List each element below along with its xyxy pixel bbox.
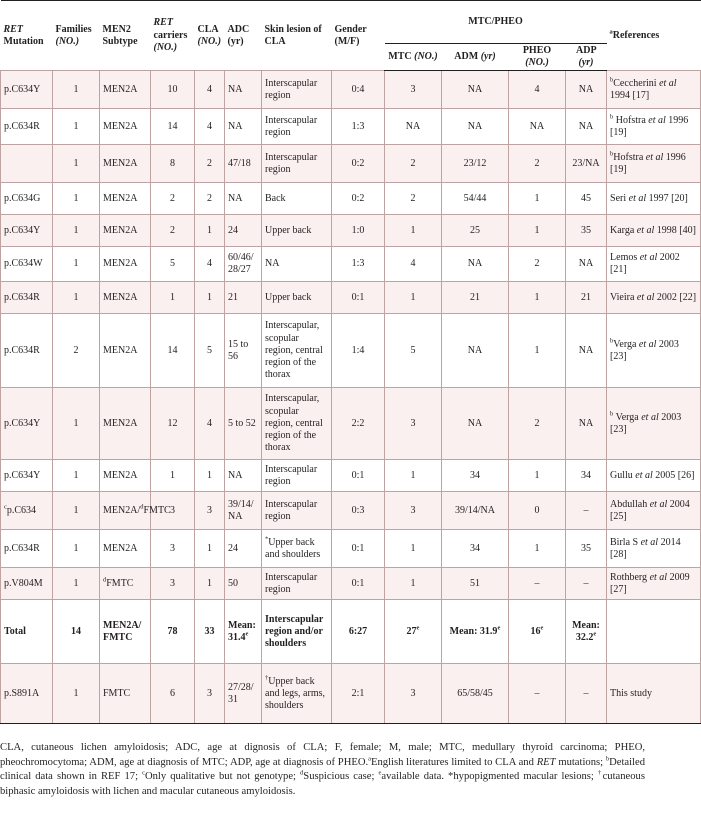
reference-cell <box>607 600 701 664</box>
mutation-cell: Total <box>1 600 53 664</box>
table-row <box>1 145 701 183</box>
adm-cell: NA <box>442 314 509 388</box>
adc-cell: NA <box>225 109 262 145</box>
reference-cell: Vieira et al 2002 [22] <box>607 282 701 314</box>
mutation-cell: p.C634Y <box>1 460 53 492</box>
families-cell: 1 <box>53 71 100 109</box>
subtype-cell: MEN2A <box>100 460 151 492</box>
header-adc: ADC (yr) <box>225 1 262 71</box>
adm-cell: 34 <box>442 460 509 492</box>
skin-lesion-cell: Interscapular region <box>262 109 332 145</box>
families-cell: 1 <box>53 492 100 530</box>
carriers-cell: 14 <box>151 109 195 145</box>
adp-cell: NA <box>566 71 607 109</box>
pheo-cell: 1 <box>509 282 566 314</box>
pheo-cell: 1 <box>509 215 566 247</box>
adm-cell: Mean: 31.9e <box>442 600 509 664</box>
adp-cell: – <box>566 492 607 530</box>
mutation-cell: p.C634Y <box>1 71 53 109</box>
skin-lesion-cell: Interscapular region <box>262 145 332 183</box>
families-cell: 1 <box>53 215 100 247</box>
cla-cell: 5 <box>195 314 225 388</box>
subtype-cell: MEN2A <box>100 530 151 568</box>
reference-cell: Abdullah et al 2004 [25] <box>607 492 701 530</box>
adm-cell: 23/12 <box>442 145 509 183</box>
table-row <box>1 247 701 282</box>
cla-cell: 3 <box>195 664 225 724</box>
adc-cell: NA <box>225 183 262 215</box>
table-body <box>1 71 701 724</box>
carriers-cell: 3 <box>151 492 195 530</box>
skin-lesion-cell: Upper back <box>262 282 332 314</box>
table-row <box>1 492 701 530</box>
skin-lesion-cell: Upper back <box>262 215 332 247</box>
families-cell: 1 <box>53 530 100 568</box>
mutation-cell: p.C634Y <box>1 215 53 247</box>
cla-cell: 4 <box>195 71 225 109</box>
table-row <box>1 314 701 388</box>
families-cell: 1 <box>53 145 100 183</box>
reference-cell: This study <box>607 664 701 724</box>
carriers-cell: 1 <box>151 282 195 314</box>
table-row <box>1 71 701 109</box>
gender-cell: 0:4 <box>332 71 385 109</box>
reference-cell: $^b$ Hofstra et al 1996 [19] <box>607 109 701 145</box>
adm-cell: 34 <box>442 530 509 568</box>
subtype-cell: MEN2A <box>100 388 151 460</box>
mtc-cell: 3 <box>385 492 442 530</box>
adm-cell: 21 <box>442 282 509 314</box>
reference-cell: $^b$Ceccherini et al 1994 [17] <box>607 71 701 109</box>
adm-cell: 51 <box>442 568 509 600</box>
gender-cell: 0:3 <box>332 492 385 530</box>
skin-lesion-cell: †Upper back and legs, arms, shoulders <box>262 664 332 724</box>
cla-cell: 4 <box>195 388 225 460</box>
mtc-cell: 3 <box>385 388 442 460</box>
adm-cell: 65/58/45 <box>442 664 509 724</box>
cla-cell: 1 <box>195 282 225 314</box>
adm-cell: NA <box>442 388 509 460</box>
pheo-cell: 1 <box>509 183 566 215</box>
header-adp: ADP (yr) <box>566 44 607 71</box>
table-row <box>1 460 701 492</box>
subtype-cell: $^d$FMTC <box>100 568 151 600</box>
gender-cell: 0:2 <box>332 145 385 183</box>
skin-lesion-cell: Back <box>262 183 332 215</box>
mtc-cell: 2 <box>385 145 442 183</box>
table-footnote: CLA, cutaneous lichen amyloidosis; ADC, age at dignosis of CLA; F, female; M, male; MTC, medullary thyroid carcinoma; PHEO, pheochromocytoma; ADM, age at diagnosis of MTC; ADP, age at diagnosis of PHEO.$^a$English literatures limited to CLA and RET mutations; $^b$Detailed clinical data shown in REF 17; $^c$Only qualitative but not genotype; $^d$Suspicious case; $^e$available data. *hypopigmented macular lesions; †cutaneous biphasic amyloidosis with lichen and macular cutaneous amyloidosis. <box>0 742 645 797</box>
cla-cell: 1 <box>195 215 225 247</box>
skin-lesion-cell: Interscapular region <box>262 492 332 530</box>
carriers-cell: 10 <box>151 71 195 109</box>
reference-cell: Birla S et al 2014 [28] <box>607 530 701 568</box>
families-cell: 1 <box>53 460 100 492</box>
mtc-cell: 1 <box>385 568 442 600</box>
adp-cell: NA <box>566 388 607 460</box>
table-row <box>1 183 701 215</box>
skin-lesion-cell: Interscapular region <box>262 460 332 492</box>
carriers-cell: 8 <box>151 145 195 183</box>
cla-cell: 1 <box>195 460 225 492</box>
table-row <box>1 664 701 724</box>
pheo-cell: – <box>509 568 566 600</box>
table-row <box>1 109 701 145</box>
adp-cell: NA <box>566 247 607 282</box>
gender-cell: 0:1 <box>332 460 385 492</box>
skin-lesion-cell: *Upper back and shoulders <box>262 530 332 568</box>
subtype-cell: MEN2A/ FMTC <box>100 600 151 664</box>
families-cell: 1 <box>53 247 100 282</box>
subtype-cell: MEN2A/$^d$FMTC <box>100 492 151 530</box>
reference-cell: $^b$ Verga et al 2003 [23] <box>607 388 701 460</box>
adc-cell: 24 <box>225 530 262 568</box>
gender-cell: 1:3 <box>332 109 385 145</box>
adc-cell: 27/28/ 31 <box>225 664 262 724</box>
header-references: $^a$References <box>607 1 701 71</box>
pheo-cell: 1 <box>509 460 566 492</box>
adc-cell: 5 to 52 <box>225 388 262 460</box>
mutation-cell: p.C634Y <box>1 388 53 460</box>
mtc-cell: 1 <box>385 530 442 568</box>
cla-cell: 4 <box>195 247 225 282</box>
subtype-cell: MEN2A <box>100 215 151 247</box>
header-mtc: MTC (NO.) <box>385 44 442 71</box>
gender-cell: 1:4 <box>332 314 385 388</box>
cla-cell: 33 <box>195 600 225 664</box>
adc-cell: 60/46/ 28/27 <box>225 247 262 282</box>
skin-lesion-cell: Interscapular, scopular region, central region of the thorax <box>262 314 332 388</box>
cla-cell: 3 <box>195 492 225 530</box>
carriers-cell: 14 <box>151 314 195 388</box>
adm-cell: 25 <box>442 215 509 247</box>
subtype-cell: MEN2A <box>100 145 151 183</box>
skin-lesion-cell: Interscapular region and/or shoulders <box>262 600 332 664</box>
mtc-cell: 1 <box>385 282 442 314</box>
reference-cell: Gullu et al 2005 [26] <box>607 460 701 492</box>
carriers-cell: 1 <box>151 460 195 492</box>
pheo-cell: – <box>509 664 566 724</box>
cla-cell: 2 <box>195 145 225 183</box>
carriers-cell: 2 <box>151 183 195 215</box>
adc-cell: 21 <box>225 282 262 314</box>
families-cell: 14 <box>53 600 100 664</box>
adc-cell: 24 <box>225 215 262 247</box>
reference-cell: Lemos et al 2002 [21] <box>607 247 701 282</box>
gender-cell: 6:27 <box>332 600 385 664</box>
reference-cell: $^b$Verga et al 2003 [23] <box>607 314 701 388</box>
subtype-cell: MEN2A <box>100 183 151 215</box>
table-row <box>1 388 701 460</box>
pheo-cell: 4 <box>509 71 566 109</box>
mtc-cell: 2 <box>385 183 442 215</box>
mutation-cell: p.C634R <box>1 530 53 568</box>
adc-cell: 47/18 <box>225 145 262 183</box>
mtc-cell: 3 <box>385 664 442 724</box>
adp-cell: Mean: 32.2e <box>566 600 607 664</box>
header-cla: CLA (NO.) <box>195 1 225 71</box>
adc-cell: 39/14/ NA <box>225 492 262 530</box>
pheo-cell: 0 <box>509 492 566 530</box>
adp-cell: 23/NA <box>566 145 607 183</box>
reference-cell: $^b$Hofstra et al 1996 [19] <box>607 145 701 183</box>
header-adm: ADM (yr) <box>442 44 509 71</box>
adc-cell: NA <box>225 71 262 109</box>
gender-cell: 1:3 <box>332 247 385 282</box>
cla-cell: 1 <box>195 530 225 568</box>
adm-cell: NA <box>442 71 509 109</box>
cla-cell: 4 <box>195 109 225 145</box>
mtc-cell: NA <box>385 109 442 145</box>
skin-lesion-cell: Interscapular region <box>262 568 332 600</box>
adp-cell: NA <box>566 314 607 388</box>
cla-cell: 1 <box>195 568 225 600</box>
mtc-cell: 1 <box>385 460 442 492</box>
header-gender: Gender (M/F) <box>332 1 385 71</box>
header-skin-lesion: Skin lesion of CLA <box>262 1 332 71</box>
mutation-cell: p.C634R <box>1 314 53 388</box>
families-cell: 1 <box>53 664 100 724</box>
carriers-cell: 78 <box>151 600 195 664</box>
carriers-cell: 12 <box>151 388 195 460</box>
adc-cell: Mean: 31.4e <box>225 600 262 664</box>
reference-cell: Rothberg et al 2009 [27] <box>607 568 701 600</box>
mutation-cell: p.C634G <box>1 183 53 215</box>
mtc-cell: 1 <box>385 215 442 247</box>
pheo-cell: 1 <box>509 314 566 388</box>
cla-cell: 2 <box>195 183 225 215</box>
families-cell: 1 <box>53 282 100 314</box>
adm-cell: NA <box>442 109 509 145</box>
mtc-cell: 4 <box>385 247 442 282</box>
carriers-cell: 3 <box>151 568 195 600</box>
gender-cell: 2:2 <box>332 388 385 460</box>
mtc-cell: 5 <box>385 314 442 388</box>
subtype-cell: MEN2A <box>100 314 151 388</box>
skin-lesion-cell: Interscapular region <box>262 71 332 109</box>
adc-cell: 50 <box>225 568 262 600</box>
skin-lesion-cell: NA <box>262 247 332 282</box>
gender-cell: 0:1 <box>332 568 385 600</box>
mtc-cell: 3 <box>385 71 442 109</box>
families-cell: 2 <box>53 314 100 388</box>
table-row <box>1 282 701 314</box>
adc-cell: NA <box>225 460 262 492</box>
pheo-cell: 16e <box>509 600 566 664</box>
carriers-cell: 3 <box>151 530 195 568</box>
gender-cell: 0:1 <box>332 530 385 568</box>
pheo-cell: 1 <box>509 530 566 568</box>
header-mtc-pheo: MTC/PHEO <box>385 1 607 44</box>
subtype-cell: MEN2A <box>100 282 151 314</box>
pheo-cell: 2 <box>509 247 566 282</box>
pheo-cell: 2 <box>509 145 566 183</box>
families-cell: 1 <box>53 568 100 600</box>
adp-cell: 21 <box>566 282 607 314</box>
adm-cell: 54/44 <box>442 183 509 215</box>
adp-cell: 35 <box>566 530 607 568</box>
adp-cell: – <box>566 568 607 600</box>
subtype-cell: MEN2A <box>100 109 151 145</box>
mutation-cell: p.C634R <box>1 282 53 314</box>
carriers-cell: 6 <box>151 664 195 724</box>
adp-cell: 34 <box>566 460 607 492</box>
mutation-cell <box>1 145 53 183</box>
gender-cell: 0:2 <box>332 183 385 215</box>
table-row <box>1 568 701 600</box>
gender-cell: 1:0 <box>332 215 385 247</box>
reference-cell: Karga et al 1998 [40] <box>607 215 701 247</box>
header-pheo: PHEO (NO.) <box>509 44 566 71</box>
header-men2-subtype: MEN2 Subtype <box>100 1 151 71</box>
mutation-cell: p.C634W <box>1 247 53 282</box>
header-ret-mutation: RET Mutation <box>1 1 53 71</box>
families-cell: 1 <box>53 388 100 460</box>
adp-cell: NA <box>566 109 607 145</box>
header-families: Families (NO.) <box>53 1 100 71</box>
subtype-cell: MEN2A <box>100 247 151 282</box>
reference-cell: Seri et al 1997 [20] <box>607 183 701 215</box>
adp-cell: – <box>566 664 607 724</box>
families-cell: 1 <box>53 109 100 145</box>
mutation-cell: p.C634R <box>1 109 53 145</box>
pheo-cell: 2 <box>509 388 566 460</box>
mutation-cell: $^c$p.C634 <box>1 492 53 530</box>
mutation-cell: p.V804M <box>1 568 53 600</box>
families-cell: 1 <box>53 183 100 215</box>
gender-cell: 0:1 <box>332 282 385 314</box>
adm-cell: NA <box>442 247 509 282</box>
table-row-total <box>1 600 701 664</box>
pheo-cell: NA <box>509 109 566 145</box>
skin-lesion-cell: Interscapular, scopular region, central region of the thorax <box>262 388 332 460</box>
adm-cell: 39/14/NA <box>442 492 509 530</box>
header-ret-carriers: RET carriers (NO.) <box>151 1 195 71</box>
carriers-cell: 2 <box>151 215 195 247</box>
mutation-cell: p.S891A <box>1 664 53 724</box>
mtc-cell: 27e <box>385 600 442 664</box>
table-row <box>1 215 701 247</box>
subtype-cell: MEN2A <box>100 71 151 109</box>
carriers-cell: 5 <box>151 247 195 282</box>
table-row <box>1 530 701 568</box>
subtype-cell: FMTC <box>100 664 151 724</box>
gender-cell: 2:1 <box>332 664 385 724</box>
adp-cell: 45 <box>566 183 607 215</box>
adc-cell: 15 to 56 <box>225 314 262 388</box>
adp-cell: 35 <box>566 215 607 247</box>
